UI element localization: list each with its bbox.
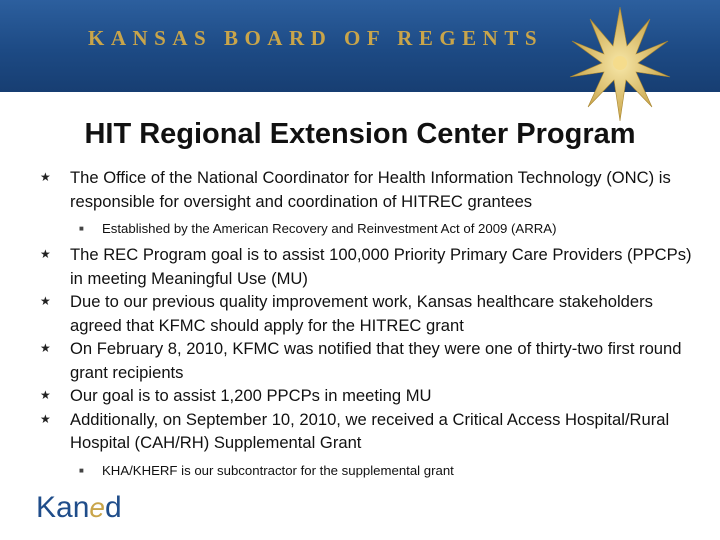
- square-bullet-icon: ■: [79, 224, 84, 233]
- sub-bullet-text: Established by the American Recovery and Reinvestment Act of 2009 (ARRA): [102, 221, 557, 236]
- list-item: [40, 166, 700, 213]
- star-bullet-icon: ★: [40, 170, 51, 184]
- compass-star-icon: [565, 4, 675, 122]
- square-bullet-icon: ■: [79, 465, 84, 475]
- kan-ed-logo: [36, 488, 156, 528]
- star-bullet-icon: ★: [40, 294, 51, 308]
- bullet-text: Additionally, on September 10, 2010, we received a Critical Access Hospital/Rural Hospital (CAH/RH) Supplemental Grant: [70, 409, 670, 452]
- list-item: [40, 408, 700, 455]
- star-bullet-icon: ★: [40, 411, 51, 426]
- sub-list-item: [40, 219, 700, 239]
- sub-list-item: [40, 461, 700, 481]
- bullet-text: On February 8, 2010, KFMC was notified that they were one of thirty-two first round grant recipients: [70, 339, 682, 382]
- sub-bullet-text: KHA/KHERF is our subcontractor for the supplemental grant: [102, 462, 454, 478]
- list-item: [40, 290, 700, 337]
- slide-title: HIT Regional Extension Center Program: [84, 118, 636, 150]
- list-item: [40, 243, 700, 290]
- logo-mid: e: [89, 492, 105, 523]
- bullet-text: Our goal is to assist 1,200 PPCPs in meeting MU: [70, 386, 432, 405]
- bullet-text: The Office of the National Coordinator for Health Information Technology (ONC) is responsible for oversight and coordination of HITREC grantees: [70, 168, 671, 211]
- star-bullet-icon: ★: [40, 388, 51, 402]
- logo-prefix: Kan: [36, 491, 90, 524]
- bullet-list: [40, 166, 700, 485]
- bullet-text: Due to our previous quality improvement work, Kansas healthcare stakeholders agreed that KFMC should apply for the HITREC grant: [70, 292, 653, 335]
- banner-title: KANSAS BOARD OF REGENTS: [88, 26, 544, 50]
- logo-suffix: d: [104, 491, 122, 524]
- star-bullet-icon: ★: [40, 247, 51, 261]
- list-item: [40, 384, 700, 408]
- bullet-text: The REC Program goal is to assist 100,000 Priority Primary Care Providers (PPCPs) in meeting Meaningful Use (MU): [70, 245, 692, 288]
- star-bullet-icon: ★: [40, 341, 51, 355]
- list-item: [40, 337, 700, 384]
